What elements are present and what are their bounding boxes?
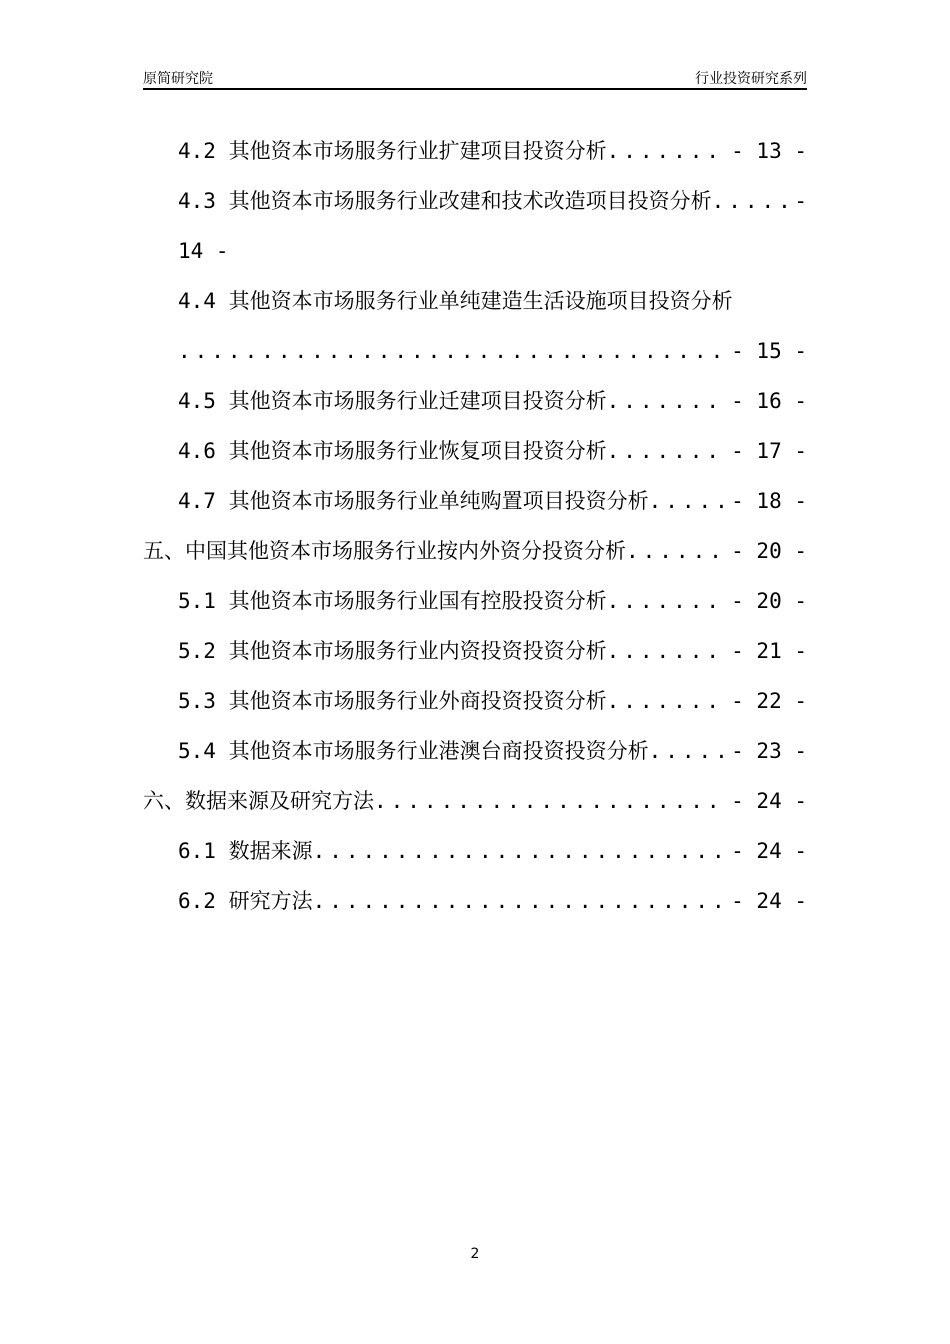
toc-entry[interactable] — [143, 576, 807, 626]
toc-entry-page: - 24 - — [731, 789, 807, 813]
toc-entry-page: - 13 - — [731, 139, 807, 163]
page-header — [143, 66, 807, 90]
toc-entry-page: - 15 - — [731, 339, 807, 363]
toc-leader-dots — [649, 476, 728, 526]
toc-entry[interactable] — [143, 376, 807, 426]
header-org-name: 原简研究院 — [143, 71, 213, 87]
toc-entry-title: 5.3 其他资本市场服务行业外商投资投资分析 — [178, 689, 607, 713]
toc-entry-title: 4.6 其他资本市场服务行业恢复项目投资分析 — [178, 439, 607, 463]
toc-entry-title: 六、数据来源及研究方法 — [143, 789, 374, 813]
toc-entry[interactable] — [143, 276, 807, 326]
toc-leader-dots — [374, 776, 727, 826]
toc-leader-dots — [607, 376, 728, 426]
toc-entry-title: 4.3 其他资本市场服务行业改建和技术改造项目投资分析 — [178, 189, 712, 213]
toc-entry-page: - 20 - — [731, 589, 807, 613]
page-number: 2 — [470, 1246, 480, 1262]
toc-entry-title: 5.2 其他资本市场服务行业内资投资投资分析 — [178, 639, 607, 663]
toc-entry-continuation — [143, 326, 807, 376]
toc-entry-page: - 23 - — [731, 739, 807, 763]
toc-leader-dots — [649, 726, 728, 776]
toc-entry-page: - 24 - — [731, 839, 807, 863]
toc-entry-page: - 18 - — [731, 489, 807, 513]
toc-entry-title: 6.2 研究方法 — [178, 889, 313, 913]
toc-entry-title: 4.5 其他资本市场服务行业迁建项目投资分析 — [178, 389, 607, 413]
toc-entry-page: - — [794, 189, 807, 213]
toc-entry[interactable] — [143, 126, 807, 176]
toc-entry-title: 5.4 其他资本市场服务行业港澳台商投资投资分析 — [178, 739, 649, 763]
toc-entry[interactable] — [143, 826, 807, 876]
toc-entry-title: 五、中国其他资本市场服务行业按内外资分投资分析 — [143, 539, 626, 563]
toc-leader-dots — [313, 826, 728, 876]
toc-entry-title: 4.2 其他资本市场服务行业扩建项目投资分析 — [178, 139, 607, 163]
toc-entry-title: 4.4 其他资本市场服务行业单纯建造生活设施项目投资分析 — [178, 289, 733, 313]
toc-entry-title: 5.1 其他资本市场服务行业国有控股投资分析 — [178, 589, 607, 613]
table-of-contents — [143, 126, 807, 926]
toc-leader-dots — [607, 626, 728, 676]
toc-leader-dots — [607, 126, 728, 176]
toc-entry[interactable] — [143, 476, 807, 526]
toc-leader-dots — [626, 526, 727, 576]
toc-entry-page: - 24 - — [731, 889, 807, 913]
toc-entry-page: - 22 - — [731, 689, 807, 713]
toc-entry[interactable] — [143, 176, 807, 226]
toc-leader-dots — [607, 676, 728, 726]
toc-leader-dots — [712, 176, 791, 226]
toc-entry-page: - 17 - — [731, 439, 807, 463]
toc-entry[interactable] — [143, 626, 807, 676]
toc-entry-title: 4.7 其他资本市场服务行业单纯购置项目投资分析 — [178, 489, 649, 513]
toc-leader-dots — [607, 426, 728, 476]
toc-entry[interactable] — [143, 426, 807, 476]
toc-leader-dots — [313, 876, 728, 926]
toc-section-entry[interactable] — [143, 776, 807, 826]
toc-entry-page: - 21 - — [731, 639, 807, 663]
toc-entry-page: - 20 - — [731, 539, 807, 563]
toc-entry[interactable] — [143, 876, 807, 926]
header-series-name: 行业投资研究系列 — [695, 71, 807, 87]
toc-section-entry[interactable] — [143, 526, 807, 576]
toc-entry-continuation — [143, 226, 807, 276]
toc-entry[interactable] — [143, 726, 807, 776]
toc-entry[interactable] — [143, 676, 807, 726]
toc-entry-page: - 16 - — [731, 389, 807, 413]
toc-entry-title: 6.1 数据来源 — [178, 839, 313, 863]
toc-entry-page-wrapped: 14 - — [178, 239, 229, 263]
toc-leader-dots — [607, 576, 728, 626]
toc-leader-dots — [178, 326, 727, 376]
